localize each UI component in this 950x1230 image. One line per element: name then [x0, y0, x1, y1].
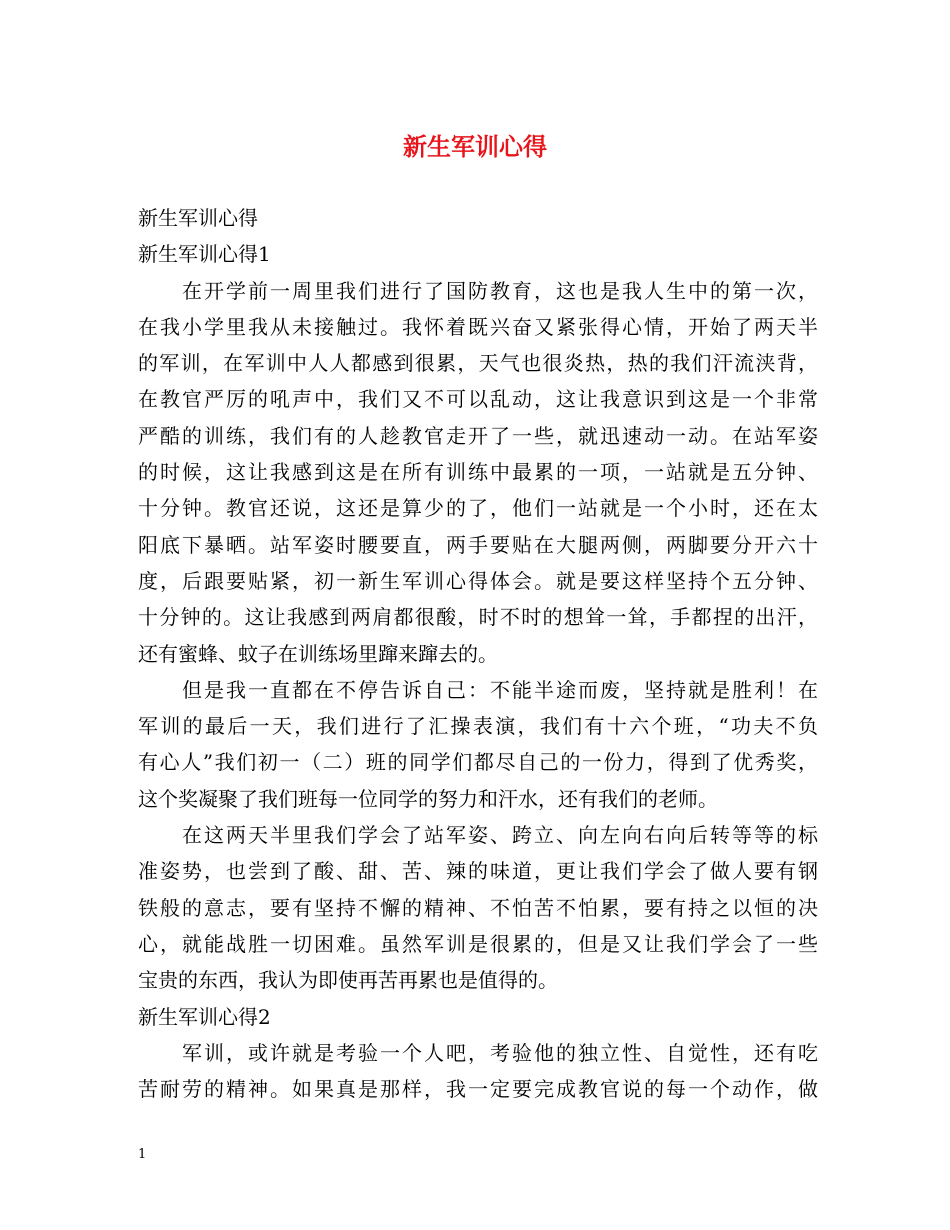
paragraph-line: 军训，或许就是考验一个人吧，考验他的独立性、自觉性，还有吃: [182, 1040, 818, 1065]
paragraph-line: 但是我一直都在不停告诉自己：不能半途而废，坚持就是胜利！在: [182, 677, 818, 702]
paragraph-line: 这个奖凝聚了我们班每一位同学的努力和汗水，还有我们的老师。: [138, 786, 718, 811]
paragraph-line: 铁般的意志，要有坚持不懈的精神、不怕苦不怕累，要有持之以恒的决: [138, 895, 818, 920]
document-title: 新生军训心得: [403, 132, 547, 161]
paragraph-line: 严酷的训练，我们有的人趁教官走开了一些，就迅速动一动。在站军姿: [138, 423, 818, 448]
paragraph-line: 宝贵的东西，我认为即使再苦再累也是值得的。: [138, 968, 558, 993]
section-heading: 新生军训心得2: [138, 1004, 271, 1029]
section-heading: 新生军训心得1: [138, 242, 271, 267]
paragraph-line: 在开学前一周里我们进行了国防教育，这也是我人生中的第一次，: [182, 278, 818, 303]
document-body: [138, 200, 818, 1107]
paragraph-line: 十分钟的。这让我感到两肩都很酸，时不时的想耸一耸，手都捏的出汗，: [138, 605, 818, 630]
paragraph-line: 的时候，这让我感到这是在所有训练中最累的一项，一站就是五分钟、: [138, 460, 818, 485]
paragraph-line: 心，就能战胜一切困难。虽然军训是很累的，但是又让我们学会了一些: [138, 931, 818, 956]
paragraph-line: 在教官严厉的吼声中，我们又不可以乱动，这让我意识到这是一个非常: [138, 387, 818, 412]
paragraph-line: 准姿势，也尝到了酸、甜、苦、辣的味道，更让我们学会了做人要有钢: [138, 859, 818, 884]
paragraph-line: 度，后跟要贴紧，初一新生军训心得体会。就是要这样坚持个五分钟、: [138, 568, 818, 593]
paragraph-line: 军训的最后一天，我们进行了汇操表演，我们有十六个班，“功夫不负: [138, 714, 818, 739]
paragraph-line: 阳底下暴晒。站军姿时腰要直，两手要贴在大腿两侧，两脚要分开六十: [138, 532, 818, 557]
paragraph-line: 苦耐劳的精神。如果真是那样，我一定要完成教官说的每一个动作，做: [138, 1077, 818, 1102]
paragraph-line: 十分钟。教官还说，这还是算少的了，他们一站就是一个小时，还在太: [138, 496, 818, 521]
section-heading: 新生军训心得: [138, 206, 258, 230]
paragraph-line: 在这两天半里我们学会了站军姿、跨立、向左向右向后转等等的标: [182, 823, 818, 848]
paragraph-line: 有心人”我们初一（二）班的同学们都尽自己的一份力，得到了优秀奖，: [138, 750, 818, 775]
paragraph-line: 还有蜜蜂、蚊子在训练场里蹿来蹿去的。: [138, 641, 498, 666]
paragraph-line: 在我小学里我从未接触过。我怀着既兴奋又紧张得心情，开始了两天半: [138, 314, 818, 339]
paragraph-line: 的军训，在军训中人人都感到很累，天气也很炎热，热的我们汗流浃背，: [138, 351, 818, 376]
page-number: 1: [138, 1147, 147, 1162]
